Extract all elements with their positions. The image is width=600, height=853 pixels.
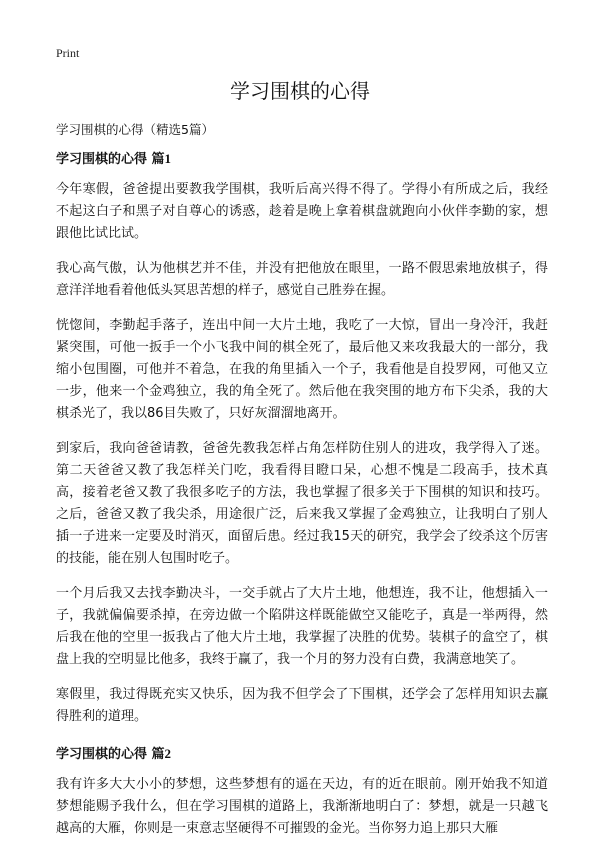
paragraph: 我心高气傲，认为他棋艺并不佳，并没有把他放在眼里，一路不假思索地放棋子，得意洋洋地看着他低头冥思苦想的样子，感觉自己胜券在握。	[56, 261, 548, 298]
section-heading	[56, 745, 548, 764]
section-heading-text: 学习围棋的心得 篇	[56, 747, 165, 762]
paragraph: 我有许多大大小小的梦想，这些梦想有的遥在天边，有的近在眼前。刚开始我不知道梦想能赐予我什么，但在学习围棋的道路上，我渐渐地明白了：梦想，就是一只越飞越高的大雁，你则是一束意志坚硬得不可摧毁的金光。当你努力追上那只大雁	[56, 777, 548, 836]
paragraph: 一个月后我又去找李勤决斗，一交手就占了大片土地，他想连，我不让，他想插入一子，我就偏偏要杀掉，在旁边做一个陷阱这样既能做空又能吃子，真是一举两得，然后我在他的空里一扳我占了他大片土地，我掌握了决胜的优势。装棋子的盒空了，棋盘上我的空明显比他多，我终于赢了，我一个月的努力没有白费，我满意地笑了。	[56, 586, 548, 667]
section-heading-text: 学习围棋的心得 篇	[56, 152, 165, 167]
section-2	[56, 745, 548, 840]
section-heading-number: 1	[164, 151, 172, 166]
paragraph: 寒假里，我过得既充实又快乐，因为我不但学会了下围棋，还学会了怎样用知识去赢得胜利的道理。	[56, 687, 548, 724]
section-1	[56, 150, 548, 728]
section-heading	[56, 150, 548, 169]
print-link[interactable]: Print	[56, 46, 80, 60]
paragraph: 到家后，我向爸爸请教，爸爸先教我怎样占角怎样防住别人的进攻，我学得入了迷。第二天爸爸又教了我怎样关门吃，我看得目瞪口呆，心想不愧是二段高手，技术真高，接着老爸又教了我很多吃子的方法，我也掌握了很多关于下围棋的知识和技巧。之后，爸爸又教了我尖杀，用途很广泛，后来我又掌握了金鸡独立，让我明白了别人插一子进来一定要及时消灭，面留后患。经过我15天的研究，我学会了绞杀这个厉害的技能，能在别人包围时吃子。	[56, 441, 548, 566]
paragraph: 恍惚间，李勤起手落子，连出中间一大片土地，我吃了一大惊，冒出一身冷汗，我赶紧突围，可他一扳手一个小飞我中间的棋全死了，最后他又来攻我最大的一部分，我缩小包围圈，可他并不着急，在我的角里插入一个子，我看他是自投罗网，可他又立一步，他来一个金鸡独立，我的角全死了。然后他在我突围的地方布下尖杀，我的大棋杀光了，我以86目失败了，只好灰溜溜地离开。	[56, 318, 548, 421]
paragraph: 今年寒假，爸爸提出要教我学围棋，我听后高兴得不得了。学得小有所成之后，我经不起这白子和黑子对自尊心的诱惑，趁着是晚上拿着棋盘就跑向小伙伴李勤的家，想跟他比试比试。	[56, 182, 548, 241]
document-subtitle: 学习围棋的心得（精选5篇）	[56, 122, 214, 137]
document-content	[56, 150, 548, 853]
section-heading-number: 2	[164, 746, 172, 761]
document-title: 学习围棋的心得	[230, 79, 370, 103]
